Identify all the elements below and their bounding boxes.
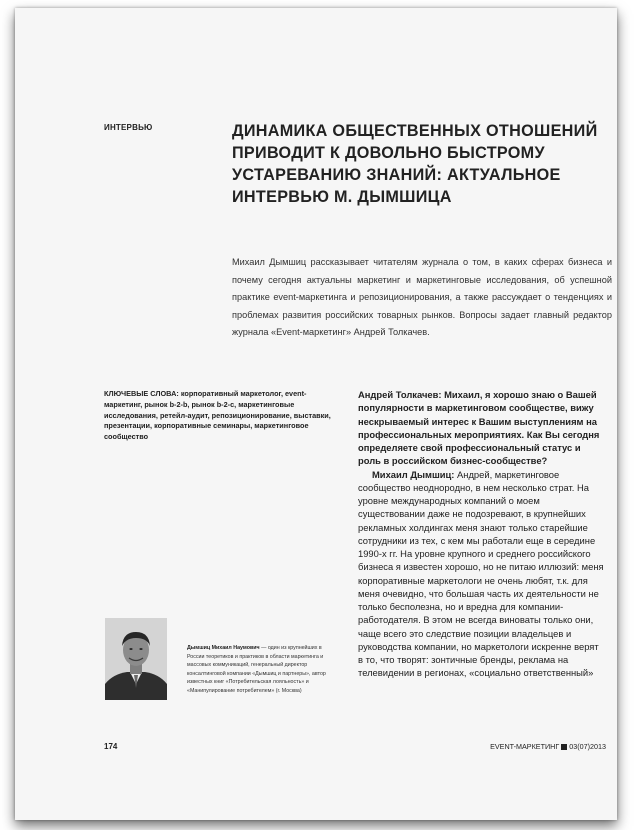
author-bio-text: — один из крупнейших в России теоретиков и практиков в области маркетинга и массовых коммуникаций, генеральный директор консалтинговой компании «Дымшиц и партнеры», автор известных книг «Потребительская лояльность» и «Манипулирование потребителем» (г. Москва) — [187, 645, 326, 694]
journal-name: EVENT-МАРКЕТИНГ — [490, 742, 560, 751]
square-separator-icon — [561, 744, 567, 750]
answer-text: Андрей, маркетинговое сообщество неоднородно, в нем несколько страт. На уровне международных компаний о моем существовании даже не подозревают, в крупнейших рекламных холдингах меня знают только старейшие сотрудники из тех, с кем мы работали еще в середине 1990-х гг. На уровне крупного и среднего российского бизнеса я известен хорошо, но не питаю иллюзий: меня корпоративные маркетологи не очень любят, т.к. для меня очевидно, что большая часть их деятельности не только бесполезна, но и вредна для компании-работодателя. В этом не всегда виноваты только они, чаще всего это следствие позиции владельцев и руководства компании, но маркетологи искренне верят в то, что творят: зонтичные бренды, реклама на телевидении в регионах, «социально ответственный» — [358, 468, 604, 679]
portrait-image — [105, 618, 167, 700]
article-title: ДИНАМИКА ОБЩЕСТВЕННЫХ ОТНОШЕНИЙ ПРИВОДИТ К ДОВОЛЬНО БЫСТРОМУ УСТАРЕВАНИЮ ЗНАНИЙ: АКТУАЛЬНОЕ ИНТЕРВЬЮ М. ДЫМШИЦА — [232, 122, 598, 206]
author-photo — [105, 618, 167, 700]
section-label: ИНТЕРВЬЮ — [104, 123, 153, 132]
journal-issue: 03(07)2013 — [569, 742, 606, 751]
journal-footer — [465, 742, 606, 751]
page-number: 174 — [104, 742, 118, 751]
answer-speaker: Михаил Дымшиц: — [372, 468, 455, 480]
article-lead: Михаил Дымшиц рассказывает читателям журнала о том, в каких сферах бизнеса и почему сегодня актуальны маркетинг и маркетинговые исследования, об успешной практике event-маркетинга и репозиционирования, а также рассуждает о тенденциях и проблемах развития российских товарных рынков. Вопросы задает главный редактор журнала «Event-маркетинг» Андрей Толкачев. — [232, 257, 612, 337]
keywords: КЛЮЧЕВЫЕ СЛОВА: корпоративный маркетолог, event-маркетинг, рынок b-2-b, рынок b-2-c, маркетинговые исследования, ретейл-аудит, репозиционирование, выставки, презентации, корпоративные семинары, маркетинговое сообщество — [104, 389, 331, 442]
author-name: Дымшиц Михаил Наумович — [187, 645, 260, 651]
magazine-page — [15, 8, 617, 820]
interview-column — [358, 388, 606, 680]
author-bio — [187, 644, 337, 696]
interview-question: Андрей Толкачев: Михаил, я хорошо знаю о Вашей популярности в маркетинговом сообществе, вижу нескрываемый интерес к Вашим выступлениям на профессиональных мероприятиях. Как Вы сегодня определяете свой профессиональный статус и роль в российском бизнес-сообществе? — [358, 389, 600, 467]
interview-answer — [358, 468, 606, 680]
